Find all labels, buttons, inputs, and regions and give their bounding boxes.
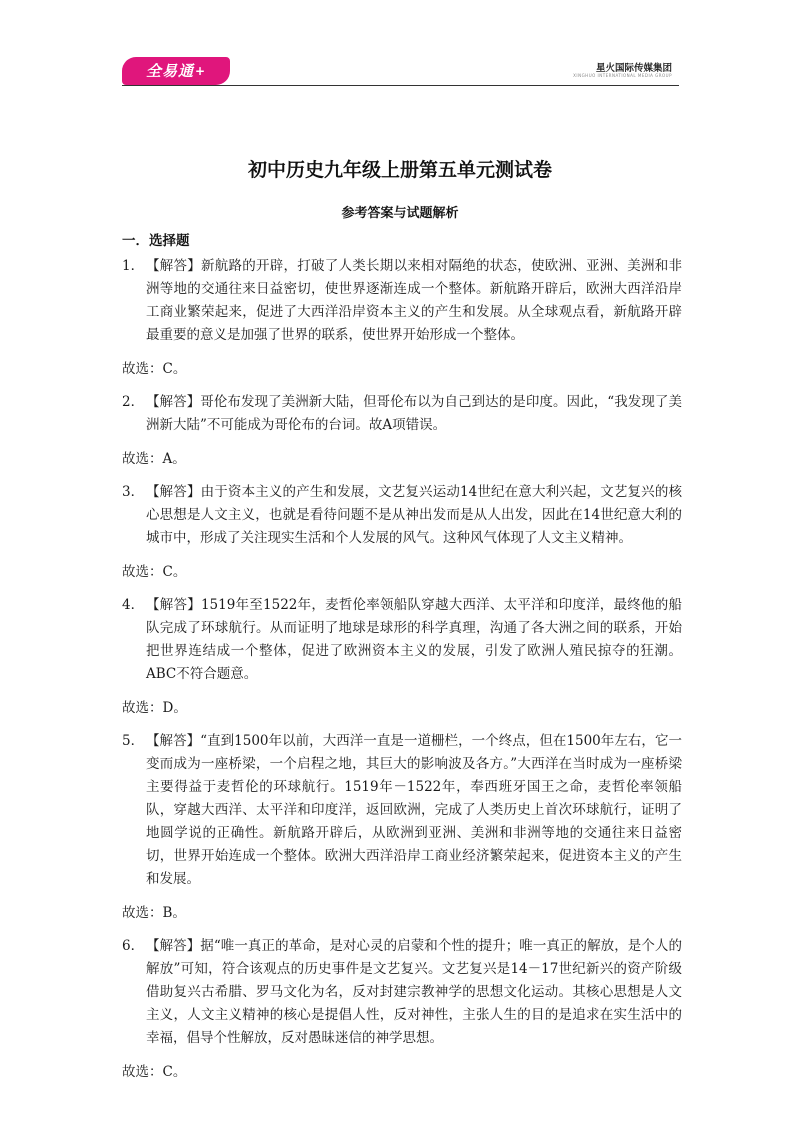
question-number: 3． <box>122 484 145 500</box>
question-row <box>122 391 682 437</box>
question-number: 2． <box>122 394 145 410</box>
question-number: 4． <box>122 597 145 613</box>
brand-logo <box>122 57 230 85</box>
question-result: 故选：D。 <box>122 700 187 716</box>
page-subtitle: 参考答案与试题解析 <box>341 206 459 221</box>
question-result: 故选：C。 <box>122 361 187 377</box>
question-row <box>122 481 682 550</box>
question-item <box>122 391 682 471</box>
header-divider <box>122 85 679 86</box>
answer-list <box>122 255 682 1094</box>
page-header <box>0 0 800 90</box>
section-heading: 一．选择题 <box>122 233 190 249</box>
question-item <box>122 935 682 1084</box>
question-result: 故选：A。 <box>122 451 186 467</box>
page-title: 初中历史九年级上册第五单元测试卷 <box>247 159 552 181</box>
question-item <box>122 255 682 381</box>
question-row <box>122 255 682 347</box>
question-number: 5． <box>122 733 145 749</box>
question-number: 1． <box>122 258 145 274</box>
question-row <box>122 935 682 1050</box>
question-result: 故选：C。 <box>122 1064 187 1080</box>
question-item <box>122 730 682 925</box>
publisher-name: 星火国际传媒集团 <box>595 63 672 74</box>
question-item <box>122 594 682 720</box>
question-row <box>122 730 682 891</box>
publisher-subtitle: XINGHUO INTERNATIONAL MEDIA GROUP <box>573 73 672 78</box>
question-result: 故选：B。 <box>122 905 186 921</box>
question-answer: 【解答】据“唯一真正的革命，是对心灵的启蒙和个性的提升；唯一真正的解放，是个人的解放”可知，符合该观点的历史事件是文艺复兴。文艺复兴是14－17世纪新兴的资产阶级借助复兴古希腊、罗马文化为名，反对封建宗教神学的思想文化运动。其核心思想是人文主义，人文主义精神的核心是提倡人性，反对神性，主张人生的目的是追求在实生活中的幸福，倡导个性解放，反对愚昧迷信的神学思想。 <box>146 938 682 1046</box>
question-answer: 【解答】1519年至1522年，麦哲伦率领船队穿越大西洋、太平洋和印度洋，最终他的船队完成了环球航行。从而证明了地球是球形的科学真理，沟通了各大洲之间的联系，开始把世界连结成一个整体，促进了欧洲资本主义的发展，引发了欧洲人殖民掠夺的狂潮。ABC不符合题意。 <box>146 597 682 682</box>
logo-text: 全易通 <box>145 62 194 80</box>
question-item <box>122 481 682 584</box>
question-result: 故选：C。 <box>122 564 187 580</box>
question-answer: 【解答】“直到1500年以前，大西洋一直是一道栅栏，一个终点，但在1500年左右，它一变而成为一座桥梁，一个启程之地，其巨大的影响波及各方。”大西洋在当时成为一座桥梁主要得益于麦哲伦的环球航行。1519年－1522年，奉西班牙国王之命，麦哲伦率领船队，穿越大西洋、太平洋和印度洋，返回欧洲，完成了人类历史上首次环球航行，证明了地圆学说的正确性。新航路开辟后，从欧洲到亚洲、美洲和非洲等地的交通往来日益密切，世界开始连成一个整体。欧洲大西洋沿岸工商业经济繁荣起来，促进资本主义的产生和发展。 <box>146 733 682 887</box>
question-number: 6． <box>122 938 145 954</box>
logo-plus: + <box>194 64 207 78</box>
question-answer: 【解答】哥伦布发现了美洲新大陆，但哥伦布以为自己到达的是印度。因此，“我发现了美洲新大陆”不可能成为哥伦布的台词。故A项错误。 <box>146 394 682 433</box>
question-answer: 【解答】新航路的开辟，打破了人类长期以来相对隔绝的状态，使欧洲、亚洲、美洲和非洲等地的交通往来日益密切，使世界逐渐连成一个整体。新航路开辟后，欧洲大西洋沿岸工商业繁荣起来，促进了大西洋沿岸资本主义的产生和发展。从全球观点看，新航路开辟最重要的意义是加强了世界的联系，使世界开始形成一个整体。 <box>146 258 682 343</box>
question-answer: 【解答】由于资本主义的产生和发展，文艺复兴运动14世纪在意大利兴起，文艺复兴的核心思想是人文主义，也就是看待问题不是从神出发而是从人出发，因此在14世纪意大利的城市中，形成了关注现实生活和个人发展的风气。这种风气体现了人文主义精神。 <box>146 484 682 546</box>
question-row <box>122 594 682 686</box>
